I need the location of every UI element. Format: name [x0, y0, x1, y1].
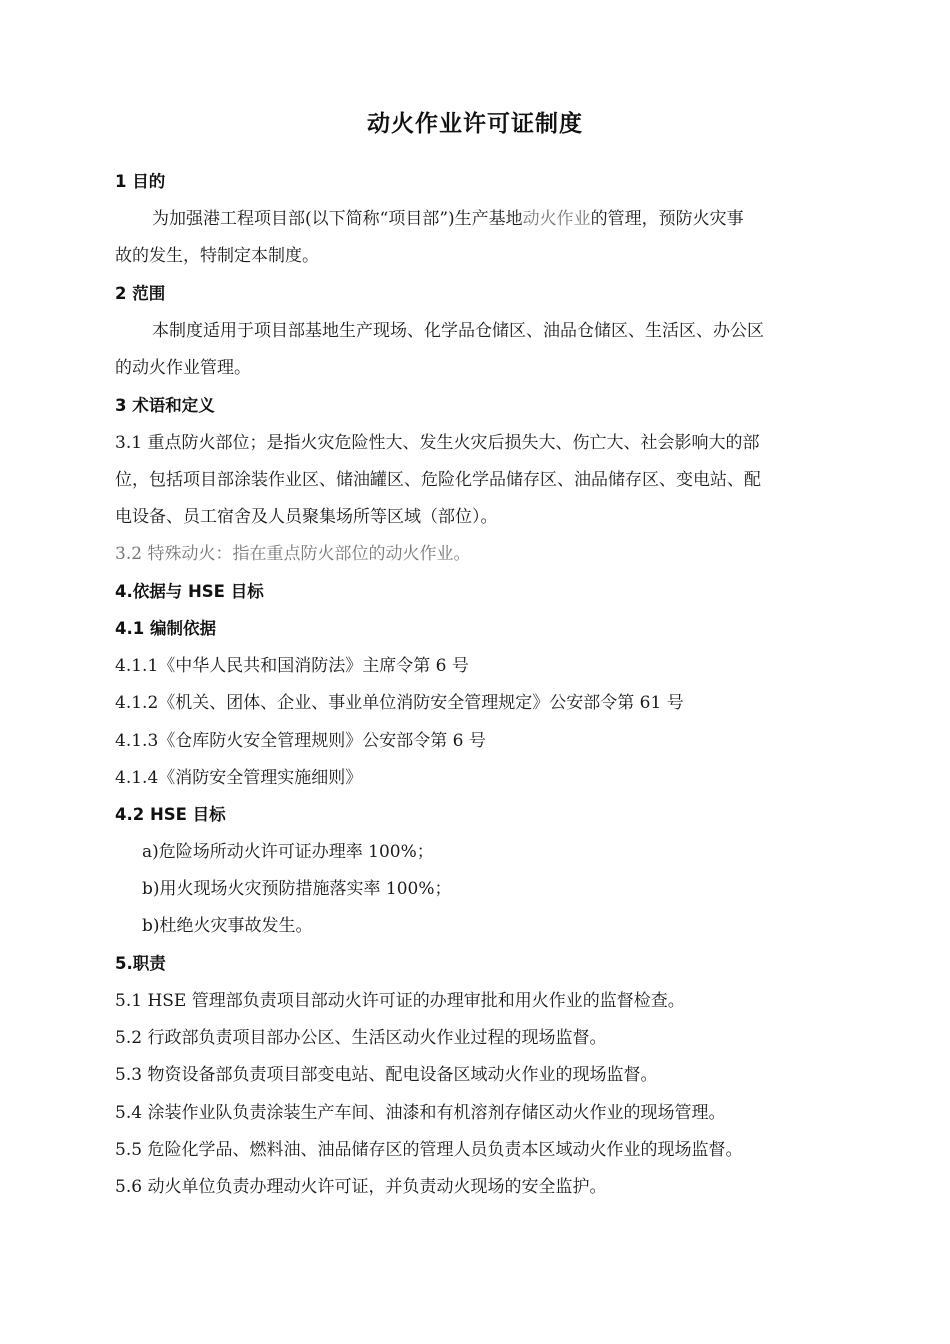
- responsibility-item: 5.1 HSE 管理部负责项目部动火许可证的办理审批和用火作业的监督检查。: [115, 991, 685, 1011]
- basis-item: 4.1.2《机关、团体、企业、事业单位消防安全管理规定》公安部令第 61 号: [115, 693, 684, 713]
- basis-item: 4.1.3《仓库防火安全管理规则》公安部令第 6 号: [115, 731, 486, 751]
- purpose-text-highlight: 动火作业: [522, 209, 591, 229]
- subsection-heading-hse-targets: 4.2 HSE 目标: [115, 805, 226, 824]
- responsibility-item: 5.6 动火单位负责办理动火许可证，并负责动火现场的安全监护。: [115, 1177, 607, 1197]
- basis-item: 4.1.1《中华人民共和国消防法》主席令第 6 号: [115, 656, 469, 676]
- responsibility-item: 5.5 危险化学品、燃料油、油品储存区的管理人员负责本区域动火作业的现场监督。: [115, 1140, 743, 1160]
- responsibility-item: 5.3 物资设备部负责项目部变电站、配电设备区域动火作业的现场监督。: [115, 1065, 658, 1085]
- section-heading-scope: 2 范围: [115, 284, 166, 303]
- basis-item: 4.1.4《消防安全管理实施细则》: [115, 768, 363, 788]
- purpose-text-c: 的管理，预防火灾事: [590, 209, 744, 229]
- purpose-paragraph-line-1: [152, 208, 744, 230]
- section-heading-responsibilities: 5.职责: [115, 954, 166, 973]
- scope-paragraph-line-1: 本制度适用于项目部基地生产现场、化学品仓储区、油品仓储区、生活区、办公区: [152, 321, 764, 341]
- responsibility-item: 5.2 行政部负责项目部办公区、生活区动火作业过程的现场监督。: [115, 1028, 607, 1048]
- purpose-text-a: 为加强港工程项目部(以下简称“项目部”)生产基地: [152, 209, 523, 229]
- target-item: b)杜绝火灾事故发生。: [142, 916, 313, 936]
- document-title: 动火作业许可证制度: [367, 111, 583, 137]
- definition-1-line-2: 位，包括项目部涂装作业区、储油罐区、危险化学品储存区、油品储存区、变电站、配: [115, 470, 761, 490]
- definition-2: 3.2 特殊动火：指在重点防火部位的动火作业。: [115, 544, 471, 564]
- section-heading-definitions: 3 术语和定义: [115, 396, 215, 415]
- scope-paragraph-line-2: 的动火作业管理。: [115, 358, 251, 378]
- purpose-paragraph-line-2: 故的发生，特制定本制度。: [115, 246, 319, 266]
- target-item: a)危险场所动火许可证办理率 100%；: [142, 842, 434, 862]
- definition-1-line-1: 3.1 重点防火部位；是指火灾危险性大、发生火灾后损失大、伤亡大、社会影响大的部: [115, 433, 760, 453]
- target-item: b)用火现场火灾预防措施落实率 100%；: [142, 879, 452, 899]
- responsibility-item: 5.4 涂装作业队负责涂装生产车间、油漆和有机溶剂存储区动火作业的现场管理。: [115, 1103, 726, 1123]
- section-heading-purpose: 1 目的: [115, 172, 166, 191]
- section-heading-basis-targets: 4.依据与 HSE 目标: [115, 582, 264, 601]
- definition-1-line-3: 电设备、员工宿舍及人员聚集场所等区域（部位）。: [115, 507, 498, 527]
- subsection-heading-basis: 4.1 编制依据: [115, 619, 216, 638]
